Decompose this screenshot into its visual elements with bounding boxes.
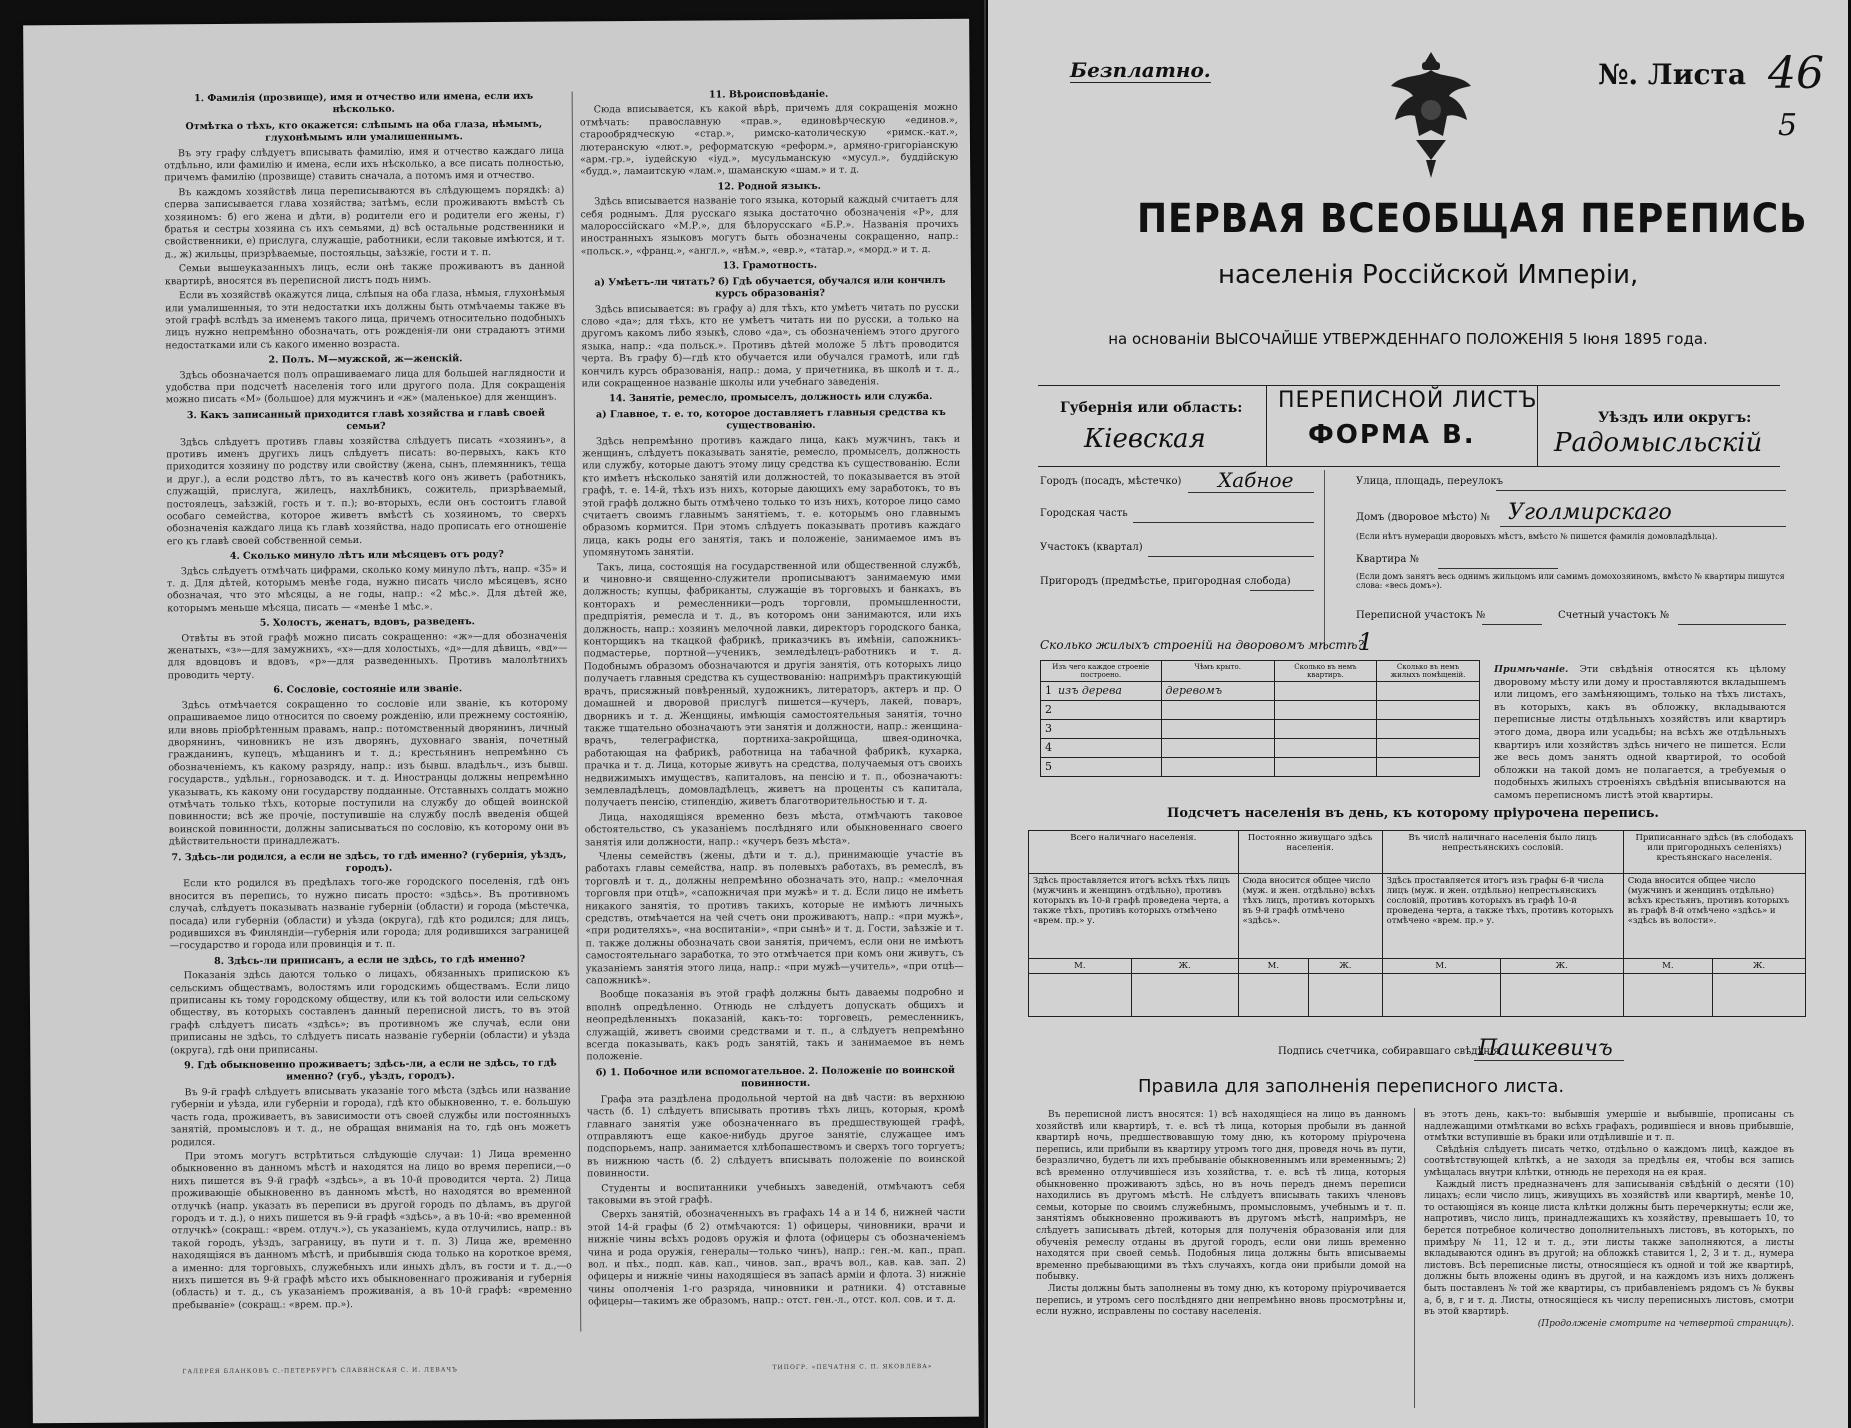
guberniya-label: Губернія или область:: [1060, 400, 1243, 416]
instruction-paragraph: Студенты и воспитанники учебныхъ заведеній, отмѣчаютъ себя таковыми въ этой графѣ.: [587, 1180, 966, 1207]
address-divider: [1324, 470, 1325, 650]
buildings-apartments-cell: [1274, 758, 1376, 777]
section-heading: 3. Какъ записанный приходится главѣ хозяйства и главѣ своей семьи?: [186, 407, 545, 433]
city-label: Городъ (посадъ, мѣстечко): [1040, 476, 1182, 487]
buildings-row-number: 3: [1045, 722, 1052, 735]
buildings-rooms-cell: [1377, 701, 1480, 720]
buildings-roof-cell: [1161, 720, 1274, 739]
buildings-rooms-cell: [1377, 720, 1480, 739]
buildings-first-cell: [1041, 682, 1162, 701]
buildings-col-material: Изъ чего каждое строеніе построено.: [1041, 661, 1162, 682]
count-desc-total: Здѣсь проставляется итогъ всѣхъ тѣхъ лицъ (мужчинъ и женщинъ отдѣльно), противъ которыхъ въ 10-й графѣ проведена черта, а также тѣхъ, противъ которыхъ отмѣчено «врем. пр.» у.: [1029, 874, 1239, 959]
suburb-label: Пригородъ (предмѣстье, пригородная слобода): [1040, 576, 1291, 587]
instruction-paragraph: Если въ хозяйствѣ окажутся лица, слѣпыя на оба глаза, нѣмыя, глухонѣмыя или умалишенныя, то эти недостатки ихъ должны быть отмѣчаемы также въ этой графѣ вслѣдъ за именемъ такого лица, причемъ относительно подобныхъ лицъ нужно непремѣнно обозначать, отъ рожденія-ли они страдаютъ этими недостатками или съ какого именно возраста.: [165, 287, 566, 352]
population-count-sex-labels: [1029, 959, 1806, 974]
buildings-first-cell: [1041, 739, 1162, 758]
dwellings-value: 1: [1358, 628, 1374, 656]
count-col-permanent: Постоянно живущаго здѣсь населенія.: [1238, 831, 1382, 874]
city-district-label: Городская часть: [1040, 508, 1128, 519]
house-value: Уголмирскаго: [1508, 500, 1672, 525]
signature-value: Пашкевичъ: [1478, 1036, 1613, 1061]
section-heading: 14. Занятіе, ремесло, промыселъ, должность или служба.: [609, 391, 933, 405]
form-title: ПЕРВАЯ ВСЕОБЩАЯ ПЕРЕПИСЬ: [1137, 196, 1808, 242]
street-line: [1496, 490, 1786, 491]
free-label: [1070, 58, 1211, 83]
sheet-number-value: 46: [1768, 48, 1824, 99]
buildings-first-cell: [1041, 701, 1162, 720]
suburb-line: [1250, 590, 1314, 591]
buildings-roof-cell: деревомъ: [1161, 682, 1274, 701]
instruction-paragraph: Сверхъ занятій, обозначенныхъ въ графахъ 14 а и 14 б, нижней части этой 14-й графы (б 2) отмѣчаются: 1) офицеры, чиновники, врачи и нижніе чины всѣхъ родовъ оружія и флота (офицеры съ обозначеніемъ чина и рода оружія, генералы—только чинъ), напр.: ген.-м. кап., прап. вол. и пѣх., подп. кав. кап., чинов. зап., врачъ вол., кав. кав. зап. 2) офицеры и нижніе чины находящіеся въ запасѣ арміи и флота. 3) нижніе чины ополченія 1-го разряда, чиновники и ратники. 4) отставные офицеры—такимъ же образомъ, напр.: отст. ген.-л., отст. кол. сов. и т. д.: [587, 1207, 967, 1308]
section-heading: 6. Сословіе, состояніе или званіе.: [273, 683, 463, 696]
dwellings-label: Сколько жилыхъ строеній на дворовомъ мѣстѣ?: [1040, 638, 1364, 652]
instruction-paragraph: Здѣсь вписывается: въ графу а) для тѣхъ, кто умѣетъ читать по русски слово «да»; для тѣхъ, кто не умѣетъ читать ни по русски, а только на другомъ какомъ либо языкѣ, слово «да», съ обозначеніемъ этого другого языка, напр.: «да польск.». Противъ дѣтей моложе 5 лѣтъ проводится черта. Въ графу б)—гдѣ кто обучается или обучался грамотѣ, или гдѣ кончилъ курсъ образованія, напр.: дома, у причетника, въ школѣ и т. д., или сокращенное названіе школы или учебнаго заведенія.: [581, 301, 960, 390]
census-form-page: [988, 0, 1848, 1428]
instruction-paragraph: Сюда вписывается, къ какой вѣрѣ, причемъ для сокращенія можно отмѣчать: православную «прав.», единовѣрческую «единов.», старообрядческую «стар.», римско-католическую «римск.-кат.», лютеранскую «лют.», реформатскую «реформ.», армяно-григоріанскую «арм.-гр.», іудейскую «іуд.», мусульманскую «мусул.», буддійскую «будд.», ламаитскую «лам.», шаманскую «шам.» и т. д.: [579, 102, 959, 178]
street-label: Улица, площадь, переулокъ: [1356, 476, 1504, 487]
count-value-cell: [1382, 974, 1500, 1017]
buildings-table: [1040, 660, 1480, 777]
instruction-paragraph: Такъ, лица, состоящія на государственной или общественной службѣ, и чиновно-и священно-служители прописываютъ занимаемую ими должность; купцы, фабриканты, служащіе въ торговыхъ и банкахъ, въ конторахъ и ремесленники—родъ торговли, промышленности, предпріятія, ремесла и т. д., въ которомъ они занимаются, или ихъ должность, напр.: хозяинъ мелочной лавки, директоръ городского банка, конторщикъ на ткацкой фабрикѣ, приказчикъ въ имѣніи, сапожникъ-подмастерье, портной—ученикъ, земледѣлецъ-работникъ и т. д. Подобнымъ образомъ обозначаются и другія занятія, отъ которыхъ лицо получаетъ главныя средства къ существованію: напримѣръ практикующій врачъ, присяжный повѣренный, художникъ, литераторъ, актеръ и пр. О домашней и дворовой прислугѣ пишется—кучеръ, лакей, поваръ, дворникъ и т. д. Женщины, имѣющія самостоятельныя занятія, точно также тщательно обозначаютъ эти занятія и должности, напр.: женщина-врачъ, телеграфистка, портниха-закройщица, швея-одиночка, работающая на фабрикѣ, работница на табачной фабрикѣ, кухарка, прачка и т. д. Лица, которые живутъ на средства, получаемыя отъ своихъ недвижимыхъ имуществъ, капиталовъ, на пенсію и т. п., обозначаютъ: землевладѣлецъ, домовладѣлецъ, живетъ на проценты съ капитала, получаетъ пенсію, стипендію, живетъ благотворительностью и т. д.: [582, 559, 963, 809]
count-m-label: М.: [1623, 959, 1712, 974]
rules-right-column: [1424, 1110, 1794, 1330]
buildings-roof-cell: [1161, 739, 1274, 758]
guberniya-value: Кіевская: [1084, 424, 1206, 454]
section-heading: 12. Родной языкъ.: [717, 180, 821, 193]
instruction-paragraph: Въ эту графу слѣдуетъ вписывать фамилію, имя и отчество каждаго лица отдѣльно, или фамилію и имена, если ихъ нѣсколько, а все писать полностью, причемъ фамилію (прозвище) ставить сначала, а потомъ имя и отчество.: [164, 145, 565, 184]
rules-continued: (Продолженіе смотрите на четвертой страницѣ).: [1537, 1318, 1794, 1329]
column-divider: [572, 91, 582, 1331]
instruction-paragraph: Графа эта раздѣлена продольной чертой на двѣ части: въ верхнюю часть (б. 1) слѣдуетъ вписывать противъ тѣхъ лицъ, которыя, кромѣ главнаго занятія уже обозначеннаго въ предшествующей графѣ, отправляютъ еще какое-нибудь другое занятіе, служащее имъ подспорьемъ, напр. занимается хлѣбопашествомъ и сверхъ того торгуетъ; въ нижнюю часть (б. 2) слѣдуетъ вписывать положеніе по воинской повинности.: [586, 1091, 966, 1180]
instruction-paragraph: Въ 9-й графѣ слѣдуетъ вписывать указаніе того мѣста (здѣсь или название губерніи и уѣзда, или губерніи и города), гдѣ кто обыкновенно, т. е. большую часть года, проживаетъ, въ зависимости отъ своей службы или постоянныхъ занятій, промысловъ и т. д., не обращая вниманія на то, гдѣ онъ можетъ родился.: [170, 1084, 571, 1148]
buildings-first-cell: [1041, 758, 1162, 777]
signature-label: Подпись счетчика, собиравшаго свѣдѣнія: [1278, 1046, 1500, 1057]
count-value-cell: [1309, 974, 1382, 1017]
form-subtitle: населенія Россійской Имперіи,: [1218, 260, 1639, 290]
buildings-apartments-cell: [1274, 682, 1376, 701]
instruction-paragraph: При этомъ могутъ встрѣтиться слѣдующіе случаи: 1) Лица временно обыкновенно въ данномъ мѣстѣ и находятся на лицо во время переписи,—о нихъ пишется въ 9-й графѣ «здѣсь», а въ 10-й проводится черта. 2) Лица проживающіе обыкновенно въ данномъ мѣстѣ, но находятся во временной отлучкѣ (напр. указать въ переписи въ другой городъ по дѣламъ, въ другой городъ и т. д.), о нихъ пишется въ 9-й графѣ «здѣсь», а въ 10-й: «во временной отлучкѣ» (сокращ.: «врем. отлуч.»), съ указаніемъ, куда отлучились, напр.: въ такой городъ, уѣздъ, заграницу, въ пути и т. п. 3) Лица же, временно находящіяся въ данномъ мѣстѣ, и прибывшія сюда только на короткое время, а именно: для торговыхъ, служебныхъ или иныхъ дѣлъ, въ гости и т. д.,—о нихъ пишется въ 9-й графѣ мѣсто ихъ обыкновеннаго проживанія и губернія (область) и т. д., съ указаніемъ проживанія, а въ 10-й графѣ: «временно пребываніе» (сокращ.: «врем. пр.»).: [171, 1148, 573, 1312]
count-value-cell: [1029, 974, 1132, 1017]
buildings-note-text: Эти свѣдѣнія относятся къ цѣлому дворовому мѣсту или дому и проставляются вкладышемъ или лицомъ, его замѣняющимъ, только на тѣхъ листахъ, въ которыхъ, какъ въ обложку, вкладываются переписные листы отдѣльныхъ хозяйствъ или квартиръ этого дома, двора или усадьбы; на всѣхъ же отдѣльныхъ квартиръ или хозяйствъ здѣсь ничего не пишется. Если же весь домъ занятъ одной квартирой, то особой обложки на такой домъ не полагается, а требуемыя о подобныхъ жилыхъ строеніяхъ свѣдѣнія вписываются на самомъ переписномъ листѣ этой квартиры.: [1494, 664, 1786, 801]
buildings-col-roof: Чѣмъ крыто.: [1161, 661, 1274, 682]
count-col-peasant: Приписаннаго здѣсь (въ слободахъ или пригородныхъ селеніяхъ) крестьянскаго населенія.: [1623, 831, 1805, 874]
buildings-rooms-cell: [1377, 682, 1480, 701]
printer-footer-left: ГАЛЕРЕЯ БЛАНКОВЪ С.-ПЕТЕРБУРГЪ СЛАВЯНСКАЯ С. И. ЛЕВАЧЪ: [182, 1366, 458, 1376]
buildings-roof-cell: [1161, 758, 1274, 777]
buildings-apartments-cell: [1274, 720, 1376, 739]
count-f-label: Ж.: [1309, 959, 1382, 974]
rules-right-para-2: Свѣдѣнія слѣдуетъ писать четко, отдѣльно о каждомъ лицѣ, каждое въ соотвѣтствующей клѣткѣ, а не заходя за предѣлы ея, чтобы вся запись умѣщалась внутри клѣтки, отнюдь не переходя на ея края.: [1424, 1144, 1794, 1178]
rules-divider: [1414, 1108, 1415, 1408]
count-f-label: Ж.: [1131, 959, 1238, 974]
count-m-label: М.: [1029, 959, 1132, 974]
buildings-table-header: [1041, 661, 1480, 682]
uezd-value: Радомысльскій: [1554, 428, 1763, 458]
printer-footer-right: ТИПОГР. «ПЕЧАТНЯ С. П. ЯКОВЛЕВА»: [772, 1363, 933, 1372]
instruction-paragraph: Показанія здѣсь даются только о лицахъ, обязанныхъ припискою къ сельскимъ обществамъ, волостямъ или городскимъ обществамъ. Если лицо приписаны къ тому городскому обществу, или къ той волости или сельскому обществу, въ которыхъ составленъ данный переписной листъ, то въ этой графѣ слѣдуетъ писать «здѣсь»; въ противномъ же случаѣ, если они приписаны не здѣсь, то слѣдуетъ писать названіе губерніи (области) и уѣзда (округа), гдѣ они приписаны.: [169, 967, 571, 1056]
sheet-number-label: №. Листа: [1598, 58, 1746, 91]
buildings-row-number: 2: [1045, 703, 1052, 716]
population-count-descriptions: [1029, 874, 1806, 959]
instruction-paragraph: Здѣсь слѣдуетъ отмѣчать цифрами, сколько кому минуло лѣтъ, напр. «35» и т. д. Для дѣтей, которымъ менѣе года, нужно писать число мѣсяцевъ, ясно обозначая, что это мѣсяцы, а не годы, напр.: «2 мѣс.». Для дѣтей же, которымъ меньше мѣсяца, писать — «менѣе 1 мѣс.».: [166, 563, 568, 615]
count-value-cell: [1712, 974, 1805, 1017]
buildings-note-title: Примѣчаніе.: [1494, 664, 1569, 675]
rules-left-column: [1036, 1110, 1406, 1319]
buildings-row: [1041, 758, 1480, 777]
house-note: (Если нѣтъ нумераціи дворовыхъ мѣстъ, вмѣсто № пишется фамилія домовладѣльца).: [1356, 532, 1718, 541]
instruction-paragraph: Члены семействъ (жены, дѣти и т. д.), принимающіе участіе въ работахъ главы семейства, напр. въ полевыхъ работахъ, въ ремеслѣ, въ торговлѣ и т. д., должны непремѣнно обозначать это, напр.: «мелочная торговля при отцѣ», «сапожничая при мужѣ» и т. д. Если лицо не имѣетъ никакого занятія, то противъ такихъ, которые не имѣютъ личныхъ средствъ, отмѣчается на чей счетъ они проживаютъ, напр.: «при мужѣ», «при родителяхъ», «на воспитаніи», «при сынѣ» и т. д. Гости, заѣзжіе и т. п. также должны обозначать свои занятія, причемъ, если они не имѣютъ самостоятельнаго заработка, то это отмѣчается при комъ они живутъ, съ указаніемъ занятія этого лица, напр.: «при мужѣ—учитель», «при отцѣ—сапожникѣ».: [584, 848, 964, 987]
rules-title: Правила для заполненія переписного листа.: [1138, 1076, 1565, 1097]
buildings-col-apartments: Сколько въ немъ квартиръ.: [1274, 661, 1376, 682]
section-heading: 11. Вѣроисповѣданіе.: [708, 88, 829, 101]
apartment-note: (Если домъ занятъ весь однимъ жильцомъ или самимъ домохозяиномъ, вмѣсто № квартиры пишутся слова: «весь домъ»).: [1356, 572, 1785, 590]
count-value-cell: [1131, 974, 1238, 1017]
city-district-line: [1133, 522, 1314, 523]
section-heading: 4. Сколько минуло лѣтъ или мѣсяцевъ отъ роду?: [229, 549, 504, 563]
instruction-paragraph: Если кто родился въ предѣлахъ того-же городского поселенія, гдѣ онъ вносится въ перепись, то нужно писать просто: «здѣсь». Въ противномъ случаѣ, слѣдуетъ показывать названіе губерніи (области) и города (мѣстечка, посада) или губерніи (области) и уѣзда (округа), гдѣ кто родился; для лицъ, родившихся въ Финляндіи—губернія или города; для родившихся заграницей—государство и города или провинція и т. п.: [169, 875, 570, 952]
buildings-roof-cell: [1161, 701, 1274, 720]
section-heading: а) Главное, т. е. то, которое доставляетъ главныя средства къ существованію.: [595, 406, 946, 432]
section-heading: а) Умѣетъ-ли читать? б) Гдѣ обучается, обучался или кончилъ курсъ образованія?: [594, 274, 946, 300]
count-value-cell: [1623, 974, 1712, 1017]
section-heading: Отмѣтка о тѣхъ, кто окажется: слѣпымъ на оба глаза, нѣмымъ, глухонѣмымъ или умалишеннымъ.: [185, 118, 543, 144]
count-f-label: Ж.: [1500, 959, 1623, 974]
instruction-paragraph: Здѣсь обозначается полъ опрашиваемаго лица для большей наглядности и удобства при подсчетѣ населенія того или другого пола. Для сокращенія можно писать «М» (большое) для мужчинъ и «ж» (маленькое) для женщинъ.: [165, 367, 566, 406]
count-desc-non-peasant: Здѣсь проставляется итогъ изъ графы 6-й числа лицъ (муж. и жен. отдѣльно) непрестьянскихъ сословій, противъ которыхъ въ графѣ 10-й проведена черта, а также тѣхъ, противъ которыхъ отмѣчено «врем. пр.» у.: [1382, 874, 1623, 959]
signature-line: [1474, 1060, 1624, 1061]
count-m-label: М.: [1382, 959, 1500, 974]
instruction-paragraph: Лица, находящіяся временно безъ мѣста, отмѣчаютъ таковое обстоятельство, съ указаніемъ послѣдняго или обыкновеннаго своего занятія или должности, напр.: «кучеръ безъ мѣста».: [584, 809, 963, 848]
buildings-first-cell: [1041, 720, 1162, 739]
buildings-material-cell: изъ дерева: [1058, 684, 1122, 697]
buildings-note: [1494, 664, 1786, 803]
buildings-apartments-cell: [1274, 701, 1376, 720]
city-value: Хабное: [1218, 468, 1294, 492]
instruction-paragraph: Семьи вышеуказанныхъ лицъ, если онѣ также проживаютъ въ данной квартирѣ, вносятся въ переписной листъ подъ нимъ.: [164, 260, 565, 288]
instruction-paragraph: Отвѣты въ этой графѣ можно писать сокращенно: «ж»—для обозначенія женатыхъ, «з»—для замужнихъ, «х»—для холостыхъ, «д»—для дѣвицъ, «вд»—для вдовцовъ и вдовъ, «р»—для разведенныхъ. Противъ малолѣтнихъ проводить черту.: [167, 630, 568, 682]
section-heading: 8. Здѣсь-ли приписанъ, а если не здѣсь, то гдѣ именно?: [214, 953, 526, 967]
section-heading: 1. Фамилія (прозвище), имя и отчество или имена, если ихъ нѣсколько.: [194, 90, 534, 116]
count-district-line: [1678, 624, 1786, 625]
buildings-col-rooms: Сколько въ немъ жилыхъ помѣщеній.: [1377, 661, 1480, 682]
count-desc-permanent: Сюда вносится общее число (муж. и жен. отдѣльно) всѣхъ тѣхъ лицъ, противъ которыхъ въ 9-й графѣ отмѣчено «здѣсь».: [1238, 874, 1382, 959]
count-desc-peasant: Сюда вносится общее число (мужчинъ и женщинъ отдѣльно) всѣхъ крестьянъ, противъ которыхъ въ графѣ 8-й отмѣчено «здѣсь» и «здѣсь въ волости».: [1623, 874, 1805, 959]
census-district-label: Переписной участокъ №: [1356, 610, 1486, 621]
buildings-row: [1041, 701, 1480, 720]
count-col-total: Всего наличнаго населенія.: [1029, 831, 1239, 874]
rules-right-para-3: Каждый листъ предназначенъ для записыванія свѣдѣній о десяти (10) лицахъ; если число лицъ, живущихъ въ хозяйствѣ или квартирѣ, менѣе 10, то остающіяся въ конце листа клѣтки должны быть перечеркнуты; если же, напротивъ, число лицъ, принадлежащихъ къ хозяйству, превышаетъ 10, то берется потребное количество дополнительныхъ листовъ, въ которыхъ, по примѣру № 11, 12 и т. д., эти листы также заполняются, а листы вкладываются одинъ въ другой; на обложкѣ ставится 1, 2, 3 и т. д., нумера листовъ. Всѣ переписные листы, относящіеся къ одной и той же квартирѣ, должны быть вложены одинъ въ другой, и на каждомъ изъ нихъ долженъ быть поставленъ № той же квартиры, съ прибавленіемъ рядомъ съ № буквы а, б, в, г и т. д. Листы, относящіеся къ числу переписныхъ листовъ, смотри въ этой квартирѣ.: [1424, 1179, 1794, 1318]
instruction-paragraph: Вообще показанія въ этой графѣ должны быть даваемы подробно и вполнѣ опредѣленно. Отнюдь не слѣдуетъ допускать общихъ и неопредѣленныхъ показаній, какъ-то: торговецъ, ремесленникъ, служащій, живетъ своими средствами и т. п., а слѣдуетъ непремѣнно всегда показывать, какъ родъ занятій, такъ и занимаемое въ немъ положеніе.: [585, 987, 965, 1063]
count-m-label: М.: [1238, 959, 1308, 974]
section-heading: 9. Гдѣ обыкновенно проживаетъ; здѣсь-ли, а если не здѣсь, то гдѣ именно? (губ., уѣздъ, городъ).: [184, 1057, 557, 1083]
buildings-rooms-cell: [1377, 739, 1480, 758]
buildings-apartments-cell: [1274, 739, 1376, 758]
apartment-line: [1438, 568, 1558, 569]
form-title-1: ПЕРЕПИСНОЙ ЛИСТЪ: [1278, 388, 1538, 413]
buildings-row: [1041, 739, 1480, 758]
population-count-title: Подсчетъ населенія въ день, къ которому пріурочена перепись.: [1167, 806, 1659, 821]
census-district-line: [1482, 624, 1542, 625]
instruction-paragraph: Въ каждомъ хозяйствѣ лица переписываются въ слѣдующемъ порядкѣ: а) сперва записывается глава хозяйства; затѣмъ, если проживаютъ вмѣстѣ съ хозяиномъ: б) его жена и дѣти, в) родители его и родители его жены, г) братья и сестры хозяина съ ихъ семьями, д) всѣ остальные родственники и свойственники, е) прислуга, служащіе, работники, если таковые имѣются, и т. д., ж) жильцы, призрѣваемые, постояльцы, заѣзжіе, гости и т. п.: [164, 184, 565, 261]
count-value-cell: [1238, 974, 1308, 1017]
block-line: [1148, 556, 1314, 557]
population-count-header: [1029, 831, 1806, 874]
count-f-label: Ж.: [1712, 959, 1805, 974]
block-label: Участокъ (квартал): [1040, 542, 1143, 553]
section-heading: б) 1. Побочное или вспомогательное. 2. Положеніе по воинской повинности.: [595, 1064, 955, 1090]
buildings-row: [1041, 682, 1480, 701]
house-line: [1500, 526, 1786, 527]
population-count-table: [1028, 830, 1806, 1017]
buildings-row: [1041, 720, 1480, 739]
legal-basis: на основаніи ВЫСОЧАЙШЕ УТВЕРЖДЕННАГО ПОЛОЖЕНІЯ 5 Іюня 1895 года.: [1108, 330, 1708, 348]
instruction-paragraph: Здѣсь непремѣнно противъ каждаго лица, какъ мужчинъ, такъ и женщинъ, слѣдуетъ показывать занятіе, ремесло, промыселъ, должность или службу, которые даютъ этому лицу средства къ существованію. Если кто имѣетъ нѣсколько занятій или должностей, то показывается въ этой графѣ, т. е. 14-й, тѣхъ изъ нихъ, которые дающихъ ему заработокъ, то въ этой графѣ должно быть отмѣчено только то изъ нихъ, которое лицо само считаетъ своимъ главнымъ занятіемъ, т. е. которымъ оно главнымъ образомъ кормится. При этомъ слѣдуетъ показывать противъ каждаго лица, какъ роды его занятія, такъ и положеніе, занимаемое имъ въ упомянутомъ занятіи.: [582, 433, 961, 559]
house-label: Домъ (дворовое мѣсто) №: [1356, 512, 1490, 523]
instructions-column-1: [164, 88, 573, 1346]
instruction-paragraph: Здѣсь отмѣчается сокращенно то сословіе или званіе, къ которому опрашиваемое лицо относится по своему рожденію, или прежнему состоянію, или вновь пріобрѣтенным правамъ, напр.: потомственный дворянинъ, личный дворянинъ, чиновникъ не изъ дворянъ, духовнаго званія, почетный гражданинъ, купецъ, мѣщанинъ и т. д.; крестьянинъ непремѣнно съ обозначеніемъ, къ какому разряду, напр.: изъ бывш. владѣльч., изъ бывш. государств., удѣльн., горнозаводск. и т. д. Иностранцы должны непремѣнно указывать, къ какому они государству подданные. Отставныхъ солдатъ можно отмѣчать только тѣхъ, которые поступили на службу до общей воинской повинности; всѣ же прочіе, поступившіе на службу послѣ введенія общей воинской повинности, должны записываться по сословію, къ которому они въ дѣйствительности принадлежатъ.: [167, 697, 569, 848]
sheet-number-sub: 5: [1778, 108, 1798, 143]
instruction-paragraph: Здѣсь слѣдуетъ противъ главы хозяйства слѣдуетъ писать «хозяинъ», а противъ именъ другихъ лицъ слѣдуетъ писать: во-первыхъ, какъ кто приходится хозяину по родству или свойству (жена, сынъ, племянникъ, теща и друг.), а если родство лѣтъ, то въ качествѣ кого онъ живетъ (работникъ, служащій, прислуга, жилецъ, нахлѣбникъ, сожитель, призрѣваемый, постоялецъ, заѣзжій, гость и т. п.); во-вторыхъ, если онъ состоитъ главой особаго семейства, которое живетъ вмѣстѣ съ хозяиномъ, то сверхъ обозначенія каждаго лица къ главѣ хозяйства, надо прописать его отношеніе его къ главѣ своей собственной семьи.: [166, 434, 567, 548]
section-heading: 7. Здѣсь-ли родился, а если не здѣсь, то гдѣ именно? (губернія, уѣздъ, городъ).: [171, 849, 567, 875]
count-col-non-peasant: Въ числѣ наличнаго населенія было лицъ непрестьянскихъ сословій.: [1382, 831, 1623, 874]
form-title-2: ФОРМА В.: [1308, 420, 1476, 450]
city-line: [1188, 492, 1314, 493]
rules-right-para-1: въ этотъ день, какъ-то: выбывшія умершіе и выбывшіе, прописаны съ надлежащими отмѣтками во всѣхъ графахъ, родившіеся и вновь прибывшіе, отмѣтки вступившіе въ браки или отдѣлившіе и т. п.: [1424, 1110, 1794, 1144]
apartment-label: Квартира №: [1356, 554, 1419, 565]
imperial-eagle-emblem: [1386, 48, 1476, 188]
instruction-paragraph: Здѣсь вписывается названіе того языка, который каждый считаетъ для себя роднымъ. Для русскаго языка достаточно обозначенія «Р», для малороссійскаго «М.Р.», для бѣлорусскаго «Б.Р.». Названія прочихъ иностранныхъ языковъ могутъ быть обозначены сокращенно, напр.: «польск.», «франц.», «англ.», «нѣм.», «евр.», «татар.», «морд.» и т. д.: [580, 194, 959, 258]
section-heading: 2. Полъ. М—мужской, ж—женскій.: [268, 353, 463, 366]
free-label-text: Безплатно.: [1070, 58, 1211, 82]
rules-left-para-2: Листы должны быть заполнены въ тому дню, къ которому пріурочивается перепись, и утромъ сего послѣдняго дни непремѣнно вновь просмотрѣны и, если нужно, исправлены по составу населенія.: [1036, 1283, 1406, 1318]
section-heading: 5. Холостъ, женатъ, вдовъ, разведенъ.: [259, 616, 475, 629]
paper-stack-edge: [984, 0, 986, 1428]
buildings-row-number: 4: [1045, 741, 1052, 754]
population-count-values: [1029, 974, 1806, 1017]
rules-left-para-1: Въ переписной листъ вносятся: 1) всѣ находящіеся на лицо въ данномъ хозяйствѣ или квартирѣ, т. е. всѣ тѣ лица, которыя пробыли въ данной квартирѣ ночь, предшествовавшую тому дню, къ которому пріурочена перепись, или прибыли въ квартиру утромъ того дня, проведя ночь въ пути, безразлично, будетъ ли ихъ пребываніе обыкновеннымъ или временнымъ; 2) всѣ временно отлучившіеся изъ хозяйства, т. е. всѣ тѣ лица, которыя обыкновенно проживаютъ здѣсь, но въ ночь передъ днемъ переписи находились въ другомъ мѣстѣ. Не слѣдуетъ вписывать такихъ членовъ семьи, которые по своимъ служебнымъ, промысловымъ, учебнымъ и т. п. занятіямъ обыкновенно проживаютъ въ другомъ мѣстѣ, напримѣръ, не слѣдуетъ записывать дѣтей, которыя для полученія образованія или для обученія ремеслу отданы въ другой городъ, если они лишь временно находятся при своей семьѣ. Подобныя лица должны быть вписываемы временно пребывающими въ тѣхъ случаяхъ, когда они прибыли домой на побывку.: [1036, 1110, 1406, 1283]
count-district-label: Счетный участокъ №: [1558, 610, 1670, 621]
count-value-cell: [1500, 974, 1623, 1017]
buildings-rooms-cell: [1377, 758, 1480, 777]
instructions-column-2: [580, 85, 967, 1343]
instructions-page: [23, 19, 979, 1424]
section-heading: 13. Грамотность.: [722, 260, 818, 272]
buildings-row-number: 5: [1045, 760, 1052, 773]
buildings-row-number: 1: [1045, 684, 1052, 697]
uezd-label: Уѣздъ или округъ:: [1598, 410, 1752, 426]
